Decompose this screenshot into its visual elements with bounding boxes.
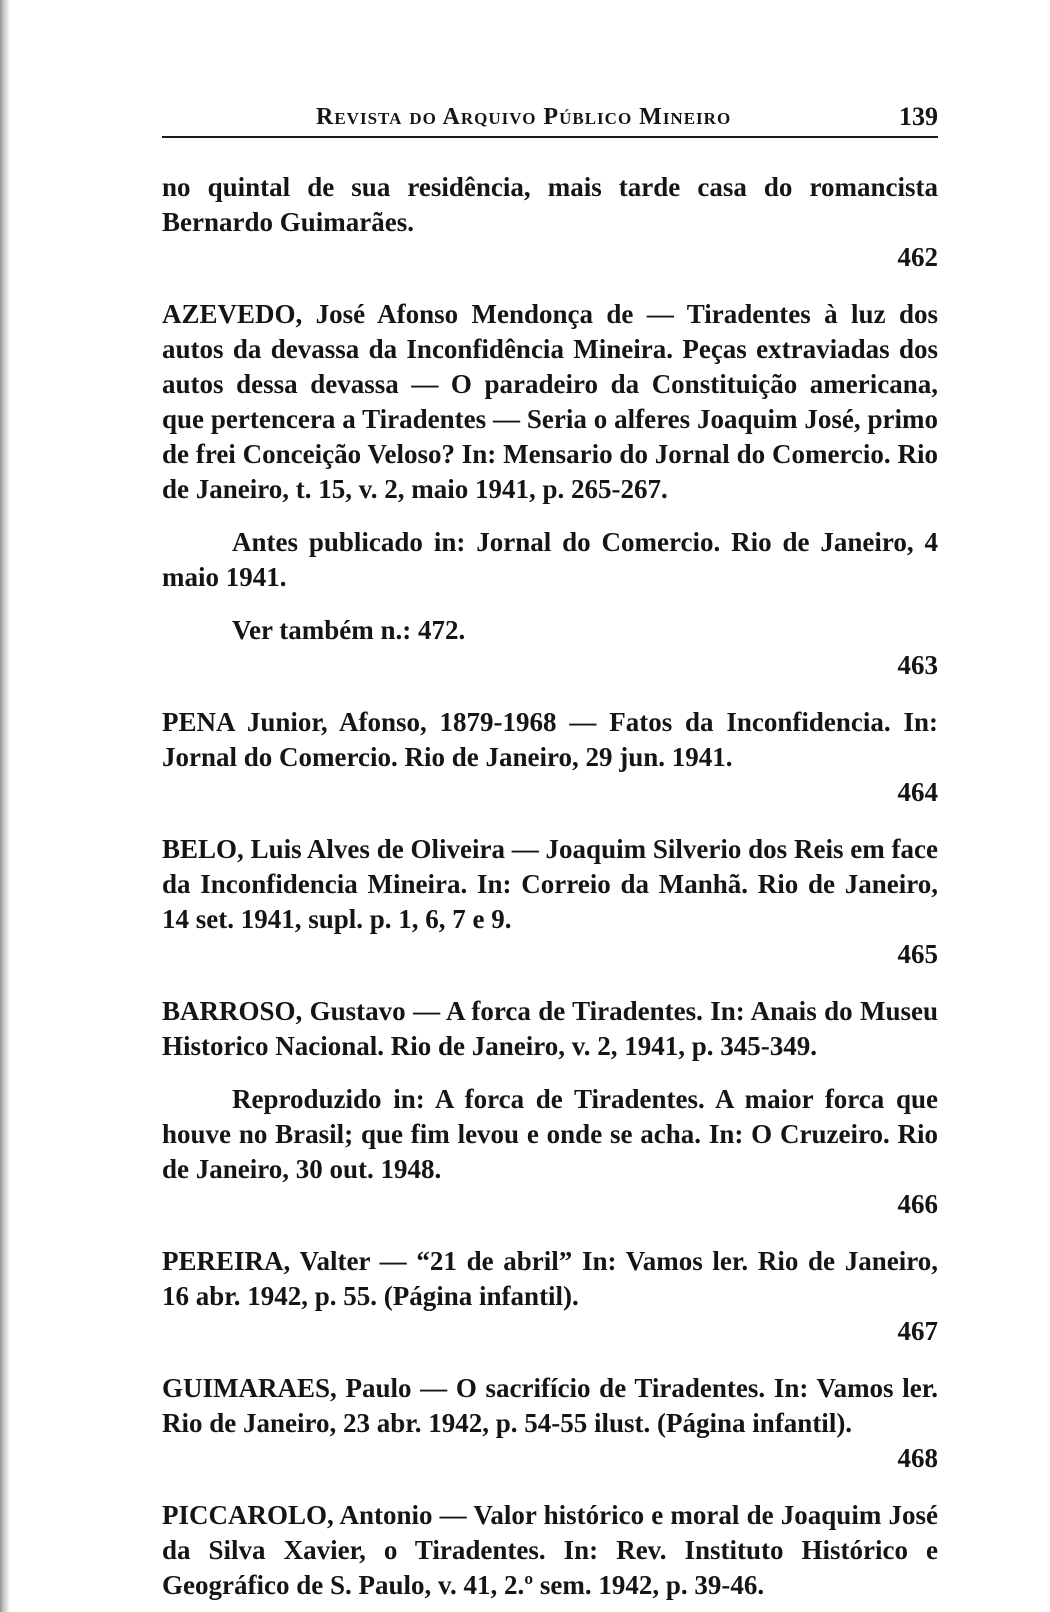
entry-note-462-a: Antes publicado in: Jornal do Comercio. Rio de Janeiro, 4 maio 1941. [162, 527, 938, 592]
continuation-paragraph: no quintal de sua residência, mais tarde casa do romancista Bernardo Guimarães. [162, 172, 938, 237]
entry-number-465: 465 [897, 939, 938, 969]
entry-note-465: Reproduzido in: A forca de Tiradentes. A maior forca que houve no Brasil; que fim levou e onde se acha. In: O Cruzeiro. Rio de Janeiro, 30 out. 1948. [162, 1084, 938, 1184]
entry-text-465: BARROSO, Gustavo — A forca de Tiradentes. In: Anais do Museu Historico Nacional. Rio de Janeiro, v. 2, 1941, p. 345-349. [162, 996, 938, 1061]
page-body [162, 170, 938, 1603]
entry-number-462: 462 [897, 242, 938, 272]
entry-number-468: 468 [897, 1443, 938, 1473]
entry-text-464: BELO, Luis Alves de Oliveira — Joaquim Silverio dos Reis em face da Inconfidencia Mineira. In: Correio da Manhã. Rio de Janeiro, 14 set. 1941, supl. p. 1, 6, 7 e 9. [162, 834, 938, 934]
entry-text-468: PICCAROLO, Antonio — Valor histórico e moral de Joaquim José da Silva Xavier, o Tiradentes. In: Rev. Instituto Histórico e Geográfico de S. Paulo, v. 41, 2.º sem. 1942, p. 39-46. [162, 1500, 938, 1600]
entry-text-462: AZEVEDO, José Afonso Mendonça de — Tiradentes à luz dos autos da devassa da Inconfidência Mineira. Peças extraviadas dos autos dessa devassa — O paradeiro da Constituição americana, que pertencera a Tiradentes — Seria o alferes Joaquim José, primo de frei Conceição Veloso? In: Mensario do Jornal do Comercio. Rio de Janeiro, t. 15, v. 2, maio 1941, p. 265-267. [162, 299, 938, 504]
page-number: 139 [899, 102, 938, 131]
entry-text-467: GUIMARAES, Paulo — O sacrifício de Tiradentes. In: Vamos ler. Rio de Janeiro, 23 abr. 1942, p. 54-55 ilust. (Página infantil). [162, 1373, 938, 1438]
journal-title: Revista do Arquivo Público Mineiro [316, 104, 732, 130]
entry-number-464: 464 [897, 777, 938, 807]
running-header [162, 96, 938, 138]
scan-edge-shadow [0, 0, 10, 1612]
entry-text-463: PENA Junior, Afonso, 1879-1968 — Fatos da Inconfidencia. In: Jornal do Comercio. Rio de Janeiro, 29 jun. 1941. [162, 707, 938, 772]
entry-number-466: 466 [897, 1189, 938, 1219]
entry-text-466: PEREIRA, Valter — “21 de abril” In: Vamos ler. Rio de Janeiro, 16 abr. 1942, p. 55. (Página infantil). [162, 1246, 938, 1311]
entry-number-463: 463 [897, 650, 938, 680]
entry-note-462-b: Ver também n.: 472. [232, 615, 466, 645]
entry-number-467: 467 [897, 1316, 938, 1346]
